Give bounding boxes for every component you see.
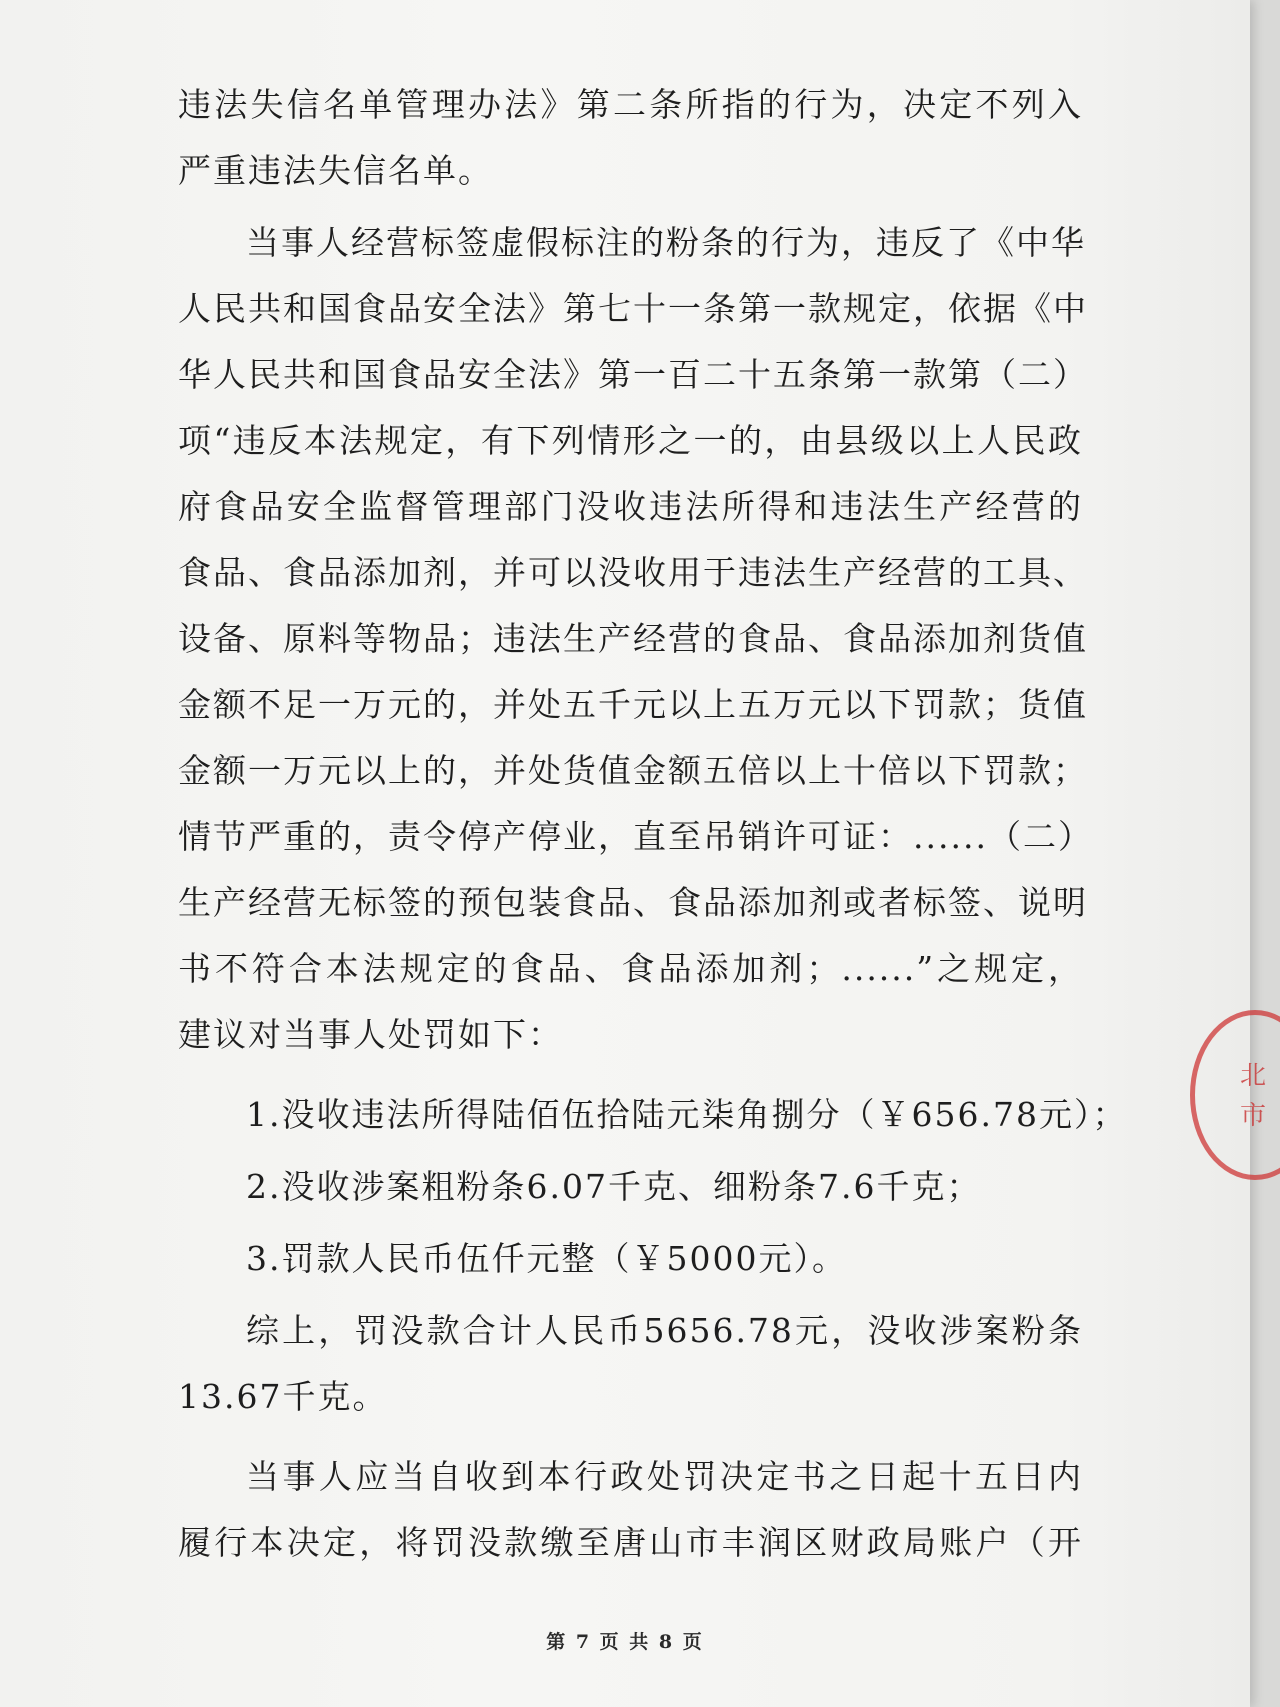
penalty-item-3: 3.罚款人民币伍仟元整（￥5000元）。	[246, 1239, 847, 1278]
text-line: 华人民共和国食品安全法》第一百二十五条第一款第（二）	[178, 355, 1088, 394]
text-line: 书不符合本法规定的食品、食品添加剂；......”之规定，	[178, 949, 1083, 988]
paragraph-start-line: 当事人应当自收到本行政处罚决定书之日起十五日内	[246, 1457, 1083, 1496]
document-body	[178, 72, 1128, 1576]
text-line: 府食品安全监督管理部门没收违法所得和违法生产经营的	[178, 487, 1083, 526]
page-number: 第 7 页 共 8 页	[546, 1631, 704, 1653]
text-line: 履行本决定，将罚没款缴至唐山市丰润区财政局账户（开	[178, 1523, 1083, 1562]
text-line: 违法失信名单管理办法》第二条所指的行为，决定不列入	[178, 85, 1083, 124]
seal-char: 市	[1240, 1101, 1267, 1131]
text-line: 严重违法失信名单。	[178, 151, 493, 190]
summary-line: 综上，罚没款合计人民币5656.78元，没收涉案粉条	[246, 1311, 1083, 1350]
paragraph-start-line: 当事人经营标签虚假标注的粉条的行为，违反了《中华	[246, 223, 1086, 262]
text-line: 金额不足一万元的，并处五千元以上五万元以下罚款；货值	[178, 685, 1088, 724]
text-line: 项“违反本法规定，有下列情形之一的，由县级以上人民政	[178, 421, 1083, 460]
text-line: 生产经营无标签的预包装食品、食品添加剂或者标签、说明	[178, 883, 1088, 922]
text-line: 人民共和国食品安全法》第七十一条第一款规定，依据《中	[178, 289, 1088, 328]
text-line: 食品、食品添加剂，并可以没收用于违法生产经营的工具、	[178, 553, 1088, 592]
summary-line: 13.67千克。	[178, 1377, 388, 1416]
penalty-item-1: 1.没收违法所得陆佰伍拾陆元柒角捌分（￥656.78元）；	[246, 1095, 1128, 1134]
text-line: 情节严重的，责令停产停业，直至吊销许可证：......（二）	[178, 817, 1093, 856]
penalty-item-2: 2.没收涉案粗粉条6.07千克、细粉条7.6千克；	[246, 1167, 982, 1206]
text-line: 建议对当事人处罚如下：	[178, 1015, 563, 1054]
text-line: 设备、原料等物品；违法生产经营的食品、食品添加剂货值	[178, 619, 1088, 658]
seal-char: 北	[1240, 1061, 1267, 1091]
text-line: 金额一万元以上的，并处货值金额五倍以上十倍以下罚款；	[178, 751, 1088, 790]
